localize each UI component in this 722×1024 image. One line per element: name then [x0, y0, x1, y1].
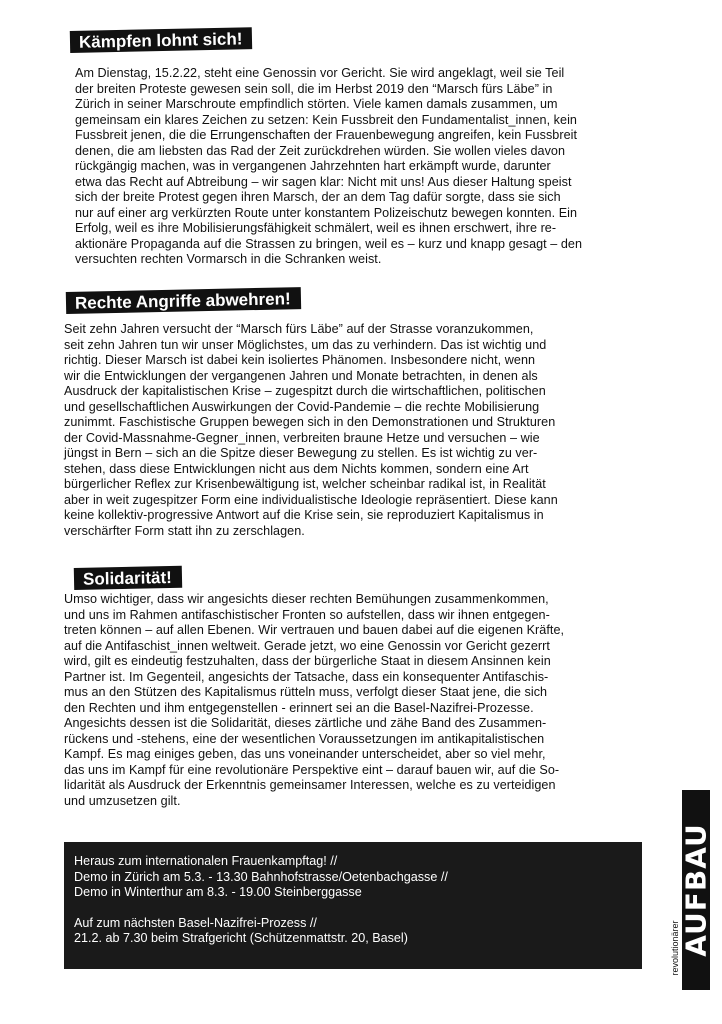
- text-line: Partner ist. Im Gegenteil, angesichts der Tatsache, dass ein konsequenter Antifaschis-: [64, 669, 549, 684]
- text-line: jüngst in Bern – sich an die Spitze dieser Bewegung zu stellen. Es ist wichtig zu ver-: [64, 446, 538, 460]
- text-line: denen, die am liebsten das Rad der Zeit zurückdrehen würden. Sie wollen vieles davon: [75, 143, 566, 158]
- text-line: verschärfter Form statt ihn zu zerschlagen.: [64, 523, 305, 538]
- aufbau-logo: [668, 790, 713, 990]
- text-line: sich der breite Protest gegen ihren Marsch, der an dem Tag dafür sorgte, dass sie sich: [75, 190, 561, 204]
- text-line: Am Dienstag, 15.2.22, steht eine Genossin vor Gericht. Sie wird angeklagt, weil sie Teil: [75, 66, 565, 80]
- text-line: Demo in Winterthur am 8.3. - 19.00 Steinberggasse: [74, 885, 362, 899]
- logo-wordmark: [679, 790, 713, 990]
- text-line: rückens und -stehens, eine der wesentlichen Voraussetzungen im antikapitalistischen: [64, 731, 545, 746]
- section-body-rechte-angriffe: [64, 322, 558, 539]
- event-info-box: [64, 842, 642, 969]
- section-heading-rechte-angriffe: Rechte Angriffe abwehren!: [66, 287, 301, 314]
- section-body-solidaritaet: [64, 592, 564, 809]
- text-line: Angesichts dessen ist die Solidarität, dieses zärtliche und zähe Band des Zusammen-: [64, 716, 547, 730]
- text-line: lidarität als Ausdruck der Erkenntnis gemeinsamer Interessen, welche es zu verteidigen: [64, 778, 556, 792]
- text-line: Zürich in seiner Marschroute empfindlich störten. Viele kamen damals zusammen, um: [75, 97, 558, 111]
- text-line: den Rechten und ihm entgegenstellen - erinnert sei an die Basel-Nazifrei-Prozesse.: [64, 700, 534, 715]
- event-group-frauenkampftag: [74, 854, 632, 901]
- text-line: Erfolg, weil es ihre Mobilisierungsfähigkeit schmälert, weil es ihnen erschwert, ihre re-: [75, 221, 557, 235]
- text-line: und umzusetzen gilt.: [64, 793, 181, 808]
- text-line: stehen, dass diese Entwicklungen nicht aus dem Nichts kommen, sondern eine Art: [64, 461, 529, 476]
- logo-subtitle-text: revolutionärer: [669, 920, 680, 976]
- event-group-gap: [74, 901, 632, 916]
- text-line: Seit zehn Jahren versucht der “Marsch fürs Läbe” auf der Strasse voranzukommen,: [64, 322, 534, 336]
- text-line: 21.2. ab 7.30 beim Strafgericht (Schützenmattstr. 20, Basel): [74, 931, 408, 945]
- text-line: Demo in Zürich am 5.3. - 13.30 Bahnhofstrasse/Oetenbachgasse //: [74, 869, 448, 884]
- text-line: zunimmt. Faschistische Gruppen bewegen sich in den Demonstrationen und Strukturen: [64, 415, 556, 429]
- text-line: der Covid-Massnahme-Gegner_innen, verbreiten braune Hetze und versuchen – wie: [64, 430, 540, 445]
- text-line: aktionäre Propaganda auf die Strassen zu bringen, weil es – kurz und knapp gesagt – den: [75, 236, 583, 251]
- text-line: aber in weit zugespitzer Form eine individualistische Ideologie repräsentiert. Diese kann: [64, 492, 558, 507]
- text-line: richtig. Dieser Marsch ist dabei kein isoliertes Phänomen. Insbesondere nicht, wenn: [64, 353, 536, 367]
- text-line: Umso wichtiger, dass wir angesichts dieser rechten Bemühungen zusammenkommen,: [64, 592, 549, 606]
- text-line: nur auf einer arg verkürzten Route unter konstantem Polizeischutz bewegen konnten. Ein: [75, 205, 578, 220]
- text-line: Kampf. Es mag einiges geben, das uns voneinander unterscheidet, aber so viel mehr,: [64, 747, 546, 761]
- text-line: mus an den Stützen des Kapitalismus rütteln muss, verfolgt dieser Staat jene, die sich: [64, 685, 548, 699]
- text-line: wir die Entwicklungen der vergangenen Jahren und Monate betrachten, in denen als: [64, 368, 538, 383]
- text-line: und gesellschaftlichen Auswirkungen der Covid-Pandemie – die rechte Mobilisierung: [64, 399, 540, 414]
- text-line: das uns im Kampf für eine revolutionäre Perspektive eint – darauf bauen wir, auf die So-: [64, 762, 560, 777]
- text-line: bürgerlicher Reflex zur Krisenbewältigung ist, welcher scheinbar radikal ist, in Realität: [64, 477, 546, 491]
- section-heading-solidaritaet: Solidarität!: [74, 566, 182, 590]
- text-line: Auf zum nächsten Basel-Nazifrei-Prozess //: [74, 915, 317, 930]
- text-line: rückgängig machen, was in vergangenen Jahrzehnten hart erkämpft wurde, darunter: [75, 159, 551, 173]
- text-line: gemeinsam ein klares Zeichen zu setzen: Kein Fussbreit den Fundamentalist_innen, kein: [75, 112, 577, 127]
- text-line: seit zehn Jahren tun wir unser Möglichstes, um das zu verhindern. Das ist wichtig und: [64, 337, 547, 352]
- text-line: versuchten rechten Vormarsch in die Schranken weist.: [75, 252, 382, 266]
- section-heading-kaempfen: Kämpfen lohnt sich!: [70, 27, 253, 53]
- text-line: der breiten Proteste gewesen sein soll, die im Herbst 2019 den “Marsch fürs Läbe” in: [75, 81, 553, 96]
- text-line: wird, gilt es eindeutig festzuhalten, dass der bürgerliche Staat in diesem Ansinnen kein: [64, 654, 551, 668]
- text-line: und uns im Rahmen antifaschistischer Fronten so aufstellen, dass wir ihnen entgegen-: [64, 607, 550, 622]
- text-line: Ausdruck der kapitalistischen Krise – zugespitzt durch die wirtschaftlichen, politischen: [64, 384, 546, 398]
- text-line: auf die Antifaschist_innen weltweit. Gerade jetzt, wo eine Genossin vor Gericht gezerrt: [64, 638, 550, 653]
- text-line: treten können – auf allen Ebenen. Wir vertrauen und bauen dabei auf die eigenen Kräfte,: [64, 623, 565, 637]
- text-line: Fussbreit jenen, die die Errungenschaften der Frauenbewegung angreifen, kein Fussbreit: [75, 128, 578, 142]
- logo-wordmark-text: AUFBAU: [679, 823, 713, 957]
- event-group-basel-prozess: [74, 916, 632, 947]
- section-body-kaempfen: [75, 66, 582, 268]
- text-line: Heraus zum internationalen Frauenkampftag! //: [74, 854, 338, 868]
- text-line: keine kollektiv-progressive Antwort auf die Krise sein, sie reproduziert Kapitalismus in: [64, 508, 544, 522]
- text-line: etwa das Recht auf Abtreibung – wir sagen klar: Nicht mit uns! Aus dieser Haltung speist: [75, 174, 572, 189]
